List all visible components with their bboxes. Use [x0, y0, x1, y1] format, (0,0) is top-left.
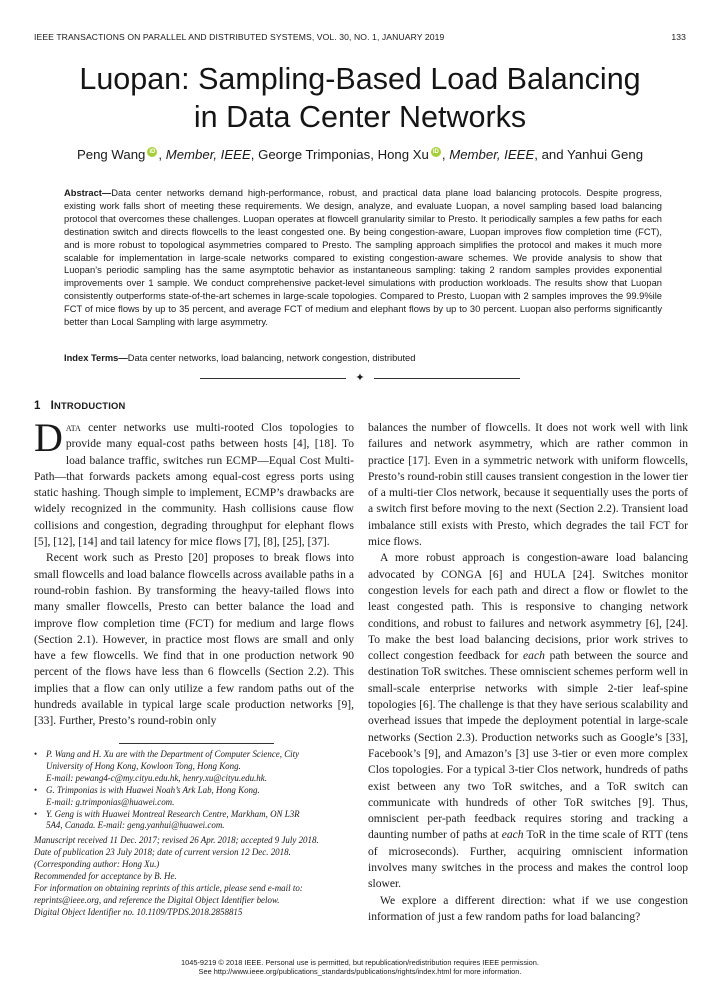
- section-number: 1: [34, 400, 41, 412]
- abstract-text: Data center networks demand high-performance, robust, and practical data plane load balancing protocols. Despite progress, existing work falls short of meeting these requirements. We design, analyze, and evaluate Luopan, a novel sampling based load balancing protocol that overcomes these challenges. Luopan operates at flowcell granularity similar to Presto. It periodically samples a few paths for each destination switch and directs flowcells to the least congested one. By being congestion-aware, Luopan improves flow completion time (FCT), and is more robust to topological asymmetries compared to Presto. The sampling approach simplifies the protocol and makes it much more scalable for implementation in large-scale networks compared to existing congestion-aware schemes. We provide analysis to show that Luopan’s periodic sampling has the same asymptotic behavior as instantaneous sampling: taking 2 random samples provides exponential improvements over 1 sample. We conduct comprehensive packet-level simulations with production workloads. The results show that Luopan consistently outperforms state-of-the-art schemes in large-scale topologies. Compared to Presto, Luopan with 2 samples improves the 99.9%ile FCT of mice flows by up to 35 percent, and average FCT of medium and elephant flows by up to 30 percent. Luopan also performs significantly better than Local Sampling with large asymmetry.: [64, 188, 662, 328]
- paragraph-text: ToR in the time scale of RTT (tens of microseconds). Further, acquiring omniscient information involves many switches in the process and makes the control loop slower.: [368, 829, 688, 891]
- orcid-icon[interactable]: iD: [432, 149, 439, 155]
- affiliation-footnote: [34, 785, 354, 809]
- footnote-line: Y. Geng is with Huawei Montreal Research Centre, Markham, ON L3R: [46, 808, 300, 819]
- abstract: [64, 187, 662, 329]
- author-membership: Member, IEEE: [165, 147, 251, 162]
- paragraph: [368, 550, 688, 892]
- paragraph-text: path between the source and destination ToR switches. These omniscient schemes perform well in small-scale enterprise networks with simple 2-tier leaf-spine topologies [6]. The challenge is that they have serious scalability and overhead issues that impede the deployment potential in large-scale networks (Section 2.3). Production networks such as Google’s [33], Facebook’s [9], and Amazon’s [3] use 3-tier or even more complex Clos topologies. For a typical 3-tier Clos network, hundreds of paths exist between any two ToR switches, and a ToR switch can communicate with hundreds of other ToR switches [9]. Thus, omniscient per-path feedback requires storing and tracking a daunting number of paths at: [368, 650, 689, 842]
- index-terms-label: Index Terms—: [64, 353, 128, 363]
- title-line-2: in Data Center Networks: [193, 100, 527, 134]
- author-separator: ,: [441, 147, 450, 162]
- journal-name: IEEE TRANSACTIONS ON PARALLEL AND DISTRIBUTED SYSTEMS, VOL. 30, NO. 1, JANUARY 2019: [34, 32, 445, 42]
- author-name: Hong Xu: [377, 147, 429, 162]
- orcid-icon[interactable]: iD: [149, 149, 156, 155]
- footnote-line[interactable]: 5A4, Canada. E-mail: geng.yanhui@huawei.com.: [46, 820, 225, 831]
- author-separator: ,: [158, 147, 166, 162]
- section-heading: [34, 400, 125, 412]
- copyright-notice: [30, 958, 690, 976]
- affiliation-footnote: [34, 749, 354, 785]
- doi-line[interactable]: Digital Object Identifier no. 10.1109/TPDS.2018.2858815: [34, 906, 243, 917]
- author-membership: Member, IEEE: [449, 147, 535, 162]
- paragraph: [34, 415, 354, 550]
- footnote-line: Recommended for acceptance by B. He.: [34, 871, 177, 882]
- running-header: [34, 30, 686, 44]
- divider-diamond-icon: ✦: [355, 371, 365, 384]
- section-title-initial: I: [50, 400, 55, 412]
- footnote-line: (Corresponding author: Hong Xu.): [34, 859, 160, 870]
- author-name: Peng Wang: [76, 147, 146, 162]
- emphasis: each: [523, 650, 545, 663]
- index-terms-text: Data center networks, load balancing, network congestion, distributed: [127, 353, 416, 363]
- footnote-rule: [119, 743, 274, 744]
- left-column: [34, 415, 354, 730]
- page-number: 133: [671, 32, 686, 42]
- author-name: Yanhui Geng: [567, 147, 644, 162]
- index-terms: [64, 352, 662, 365]
- footnotes: [34, 749, 354, 919]
- section-title-rest: NTRODUCTION: [54, 400, 126, 411]
- footnote-line: Date of publication 23 July 2018; date of current version 12 Dec. 2018.: [34, 847, 291, 858]
- copyright-line: 1045-9219 © 2018 IEEE. Personal use is permitted, but republication/redistribution requires IEEE permission.: [181, 958, 539, 967]
- abstract-label: Abstract—: [64, 188, 112, 198]
- emphasis: each: [501, 829, 524, 842]
- bullet-icon: •: [34, 784, 38, 795]
- footnote-line: University of Hong Kong, Kowloon Tong, Hong Kong.: [46, 760, 241, 771]
- bullet-icon: •: [34, 808, 38, 819]
- affiliation-footnote: [34, 809, 354, 833]
- author-separator: ,: [250, 147, 259, 162]
- drop-cap: D: [34, 415, 63, 460]
- manuscript-info: [34, 835, 354, 918]
- footnote-line: G. Trimponias is with Huawei Noah’s Ark Lab, Hong Kong.: [46, 784, 260, 795]
- paragraph: We explore a different direction: what if we use congestion information of just a few random paths for load balancing?: [368, 894, 688, 923]
- author-list: [20, 147, 700, 162]
- author-name: George Trimponias: [258, 147, 371, 162]
- footnote-line[interactable]: reprints@ieee.org, and reference the Digital Object Identifier below.: [34, 894, 280, 905]
- right-column: [368, 420, 688, 925]
- footnote-line[interactable]: E-mail: g.trimponias@huawei.com.: [46, 796, 175, 807]
- paragraph: Recent work such as Presto [20] proposes to break flows into small flowcells and load balance flowcells across available paths in a round-robin fashion. By transforming the heavy-tailed flows into many smaller flowcells, Presto can better balance the load and improve flow completion time (FCT) for medium and large flows (Section 2.1). However, in practice most flows are small and only have a few flowcells. We find that in one production network 90 percent of the flows have less than 6 flowcells (Section 2.2). This implies that a flow can only utilize a few random paths out of the hundreds available in typical large scale production networks [9], [33]. Further, Presto’s round-robin only: [34, 552, 354, 728]
- divider-rule: [200, 378, 346, 379]
- author-separator: ,: [370, 147, 378, 162]
- divider-rule: [374, 378, 520, 379]
- bullet-icon: •: [34, 749, 38, 759]
- paragraph: balances the number of flowcells. It does not work well with link failures and network asymmetry, which are rather common in practice [17]. Even in a symmetric network with uniform flowcells, Presto’s round-robin still causes transient congestion in the lower tier of a multi-tier Clos network, because it sequentially uses the ports of a switch first before moving to the next (Section 2.2). Transient load imbalance still exists with Presto, which degrades the tail FCT for mice flows.: [368, 422, 688, 549]
- smallcaps-word: ata: [65, 422, 81, 434]
- paper-title: [40, 60, 680, 136]
- paragraph-text: A more robust approach is congestion-aware load balancing advocated by CONGA [6] and HULA [24]. Switches monitor congestion levels for each path and direct a flow or flowlet to the least congested path. This is responsive to changing network conditions, and robust to failures and network asymmetry [6], [24]. To make the best load balancing decisions, prior work strives to collect congestion feedback for: [368, 552, 688, 663]
- title-line-1: Luopan: Sampling-Based Load Balancing: [79, 62, 641, 96]
- footnote-line[interactable]: E-mail: pewang4-c@my.cityu.edu.hk, henry.xu@cityu.edu.hk.: [46, 772, 267, 783]
- footnote-line: Manuscript received 11 Dec. 2017; revised 26 Apr. 2018; accepted 9 July 2018.: [34, 835, 319, 846]
- paragraph-text: center networks use multi-rooted Clos topologies to provide many equal-cost paths between hosts [4], [18]. To load balance traffic, switches run ECMP—Equal Cost Multi-Path—that forwards packets among equal-cost egress ports using static hashing. Though simple to implement, ECMP’s drawbacks are widely recognized in the community. Hash collisions cause flow collisions and congestion, degrading throughput for elephant flows [5], [12], [14] and tail latency for mice flows [7], [8], [25], [37].: [34, 422, 354, 549]
- copyright-link-line[interactable]: See http://www.ieee.org/publications_standards/publications/rights/index.html for more information.: [198, 967, 522, 976]
- author-separator: , and: [534, 147, 568, 162]
- footnote-line: P. Wang and H. Xu are with the Department of Computer Science, City: [46, 749, 300, 759]
- section-divider: [200, 371, 520, 385]
- footnote-line: For information on obtaining reprints of this article, please send e-mail to:: [34, 882, 303, 893]
